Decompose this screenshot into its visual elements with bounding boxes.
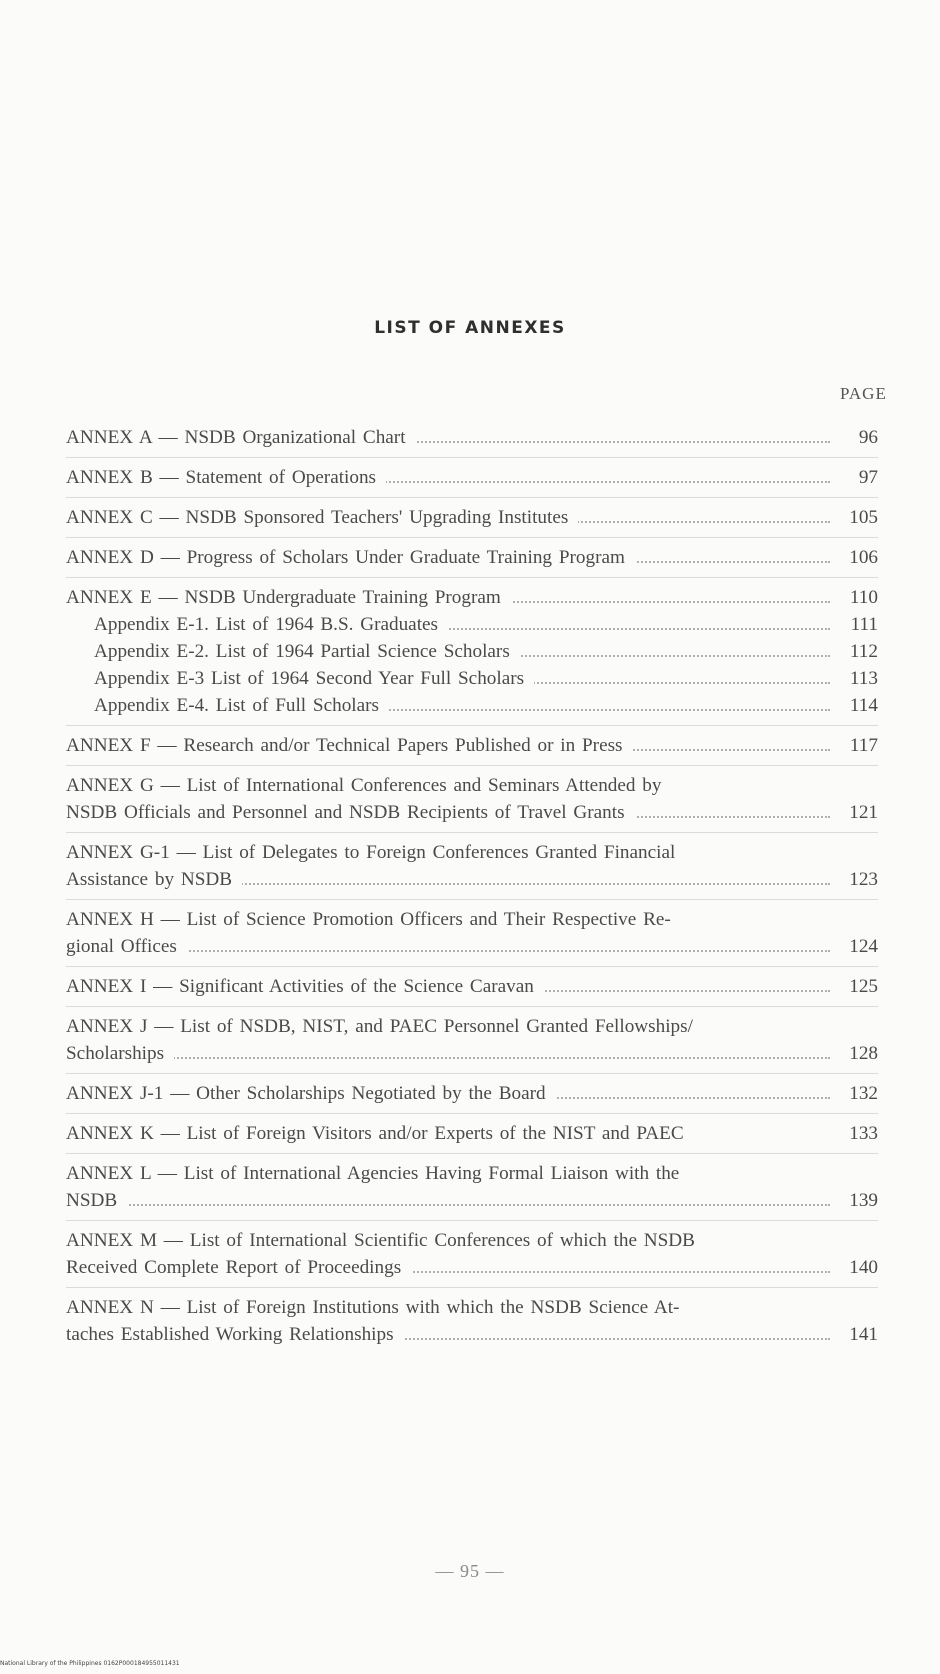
annex-page-number: 125 [849, 976, 878, 997]
appendix-page-number: 113 [849, 668, 878, 689]
annex-page-number: 133 [849, 1123, 878, 1144]
annex-page-number: 139 [849, 1190, 878, 1211]
appendix-title-text: Appendix E-4. List of Full Scholars [94, 695, 389, 716]
annex-page-number: 123 [849, 869, 878, 890]
annex-entry-line [66, 1040, 878, 1067]
annex-entry-line [66, 1120, 878, 1147]
appendix-page-number: 112 [849, 641, 878, 662]
appendix-line [66, 638, 878, 665]
annex-entry-line [66, 866, 878, 893]
appendix-page-number: 111 [850, 614, 878, 635]
page-title: LIST OF ANNEXES [374, 318, 566, 338]
annex-title-text: ANNEX D — Progress of Scholars Under Graduate Training Program [66, 547, 635, 568]
annex-entry [66, 833, 878, 900]
page-column-header: PAGE [840, 384, 887, 403]
annex-title-text: NSDB Officials and Personnel and NSDB Recipients of Travel Grants [66, 802, 635, 823]
annex-entry-line [66, 1013, 830, 1040]
annex-entry-line [66, 504, 878, 531]
annex-page-number: 97 [858, 467, 878, 488]
annex-page-number: 132 [849, 1083, 878, 1104]
annex-entry [66, 498, 878, 538]
annex-entry-line [66, 464, 878, 491]
annex-entry [66, 1154, 878, 1221]
annex-entry-line [66, 1160, 830, 1187]
annex-title-text: Scholarships [66, 1043, 174, 1064]
annex-entry [66, 900, 878, 967]
annex-title-text: ANNEX J-1 — Other Scholarships Negotiated by the Board [66, 1083, 556, 1104]
annex-title-text: ANNEX F — Research and/or Technical Papers Published or in Press [66, 735, 633, 756]
annex-entry [66, 1221, 878, 1288]
annex-entry-line [66, 906, 830, 933]
annex-entry [66, 726, 878, 766]
annex-entry [66, 967, 878, 1007]
annex-page-number: 141 [849, 1324, 878, 1345]
annex-entry-line [66, 1187, 878, 1214]
annex-entry-line [66, 799, 878, 826]
annex-title-text: ANNEX A — NSDB Organizational Chart [66, 427, 416, 448]
annex-entry-line [66, 1254, 878, 1281]
annex-entry-line [66, 584, 878, 611]
annex-title-text: ANNEX G — List of International Conferences and Seminars Attended by [66, 775, 671, 796]
appendix-line [66, 665, 878, 692]
annex-title-text: ANNEX J — List of NSDB, NIST, and PAEC Personnel Granted Fellowships/ [66, 1016, 703, 1037]
annex-entry [66, 1114, 878, 1154]
annex-title-text: ANNEX M — List of International Scientific Conferences of which the NSDB [66, 1230, 705, 1251]
annex-page-number: 106 [849, 547, 878, 568]
annex-entry [66, 458, 878, 498]
annex-entry-line [66, 424, 878, 451]
appendix-line [66, 692, 878, 719]
annex-page-number: 110 [849, 587, 878, 608]
annex-page-number: 96 [858, 427, 878, 448]
annex-entry-line [66, 1321, 878, 1348]
annex-title-text: Received Complete Report of Proceedings [66, 1257, 411, 1278]
annex-title-text: ANNEX N — List of Foreign Institutions with which the NSDB Science At- [66, 1297, 689, 1318]
annex-entry-line [66, 544, 878, 571]
annex-entry [66, 766, 878, 833]
appendix-page-number: 114 [849, 695, 878, 716]
annex-entry [66, 418, 878, 458]
annex-title-text: ANNEX G-1 — List of Delegates to Foreign Conferences Granted Financial [66, 842, 685, 863]
page-number: — 95 — [435, 1561, 505, 1581]
annex-page-number: 124 [849, 936, 878, 957]
annex-list [66, 418, 878, 1354]
annex-page-number: 105 [849, 507, 878, 528]
annex-title-text: ANNEX I — Significant Activities of the Science Caravan [66, 976, 544, 997]
annex-entry [66, 1074, 878, 1114]
annex-title-text: gional Offices [66, 936, 187, 957]
annex-entry-line [66, 839, 830, 866]
annex-page-number: 128 [849, 1043, 878, 1064]
annex-title-text: Assistance by NSDB [66, 869, 242, 890]
annex-entry [66, 538, 878, 578]
annex-entry-line [66, 933, 878, 960]
annex-title-text: ANNEX E — NSDB Undergraduate Training Program [66, 587, 511, 608]
annex-title-text: ANNEX B — Statement of Operations [66, 467, 386, 488]
dot-leader [66, 1057, 830, 1059]
annex-entry-line [66, 1080, 878, 1107]
annex-title-text: NSDB [66, 1190, 127, 1211]
annex-page-number: 140 [849, 1257, 878, 1278]
annex-entry-line [66, 772, 830, 799]
annex-page-number: 121 [849, 802, 878, 823]
annex-page-number: 117 [849, 735, 878, 756]
annex-entry-line [66, 1294, 830, 1321]
dot-leader [66, 1204, 830, 1206]
appendix-title-text: Appendix E-3 List of 1964 Second Year Full Scholars [94, 668, 534, 689]
annex-title-text: taches Established Working Relationships [66, 1324, 404, 1345]
appendix-title-text: Appendix E-1. List of 1964 B.S. Graduates [94, 614, 448, 635]
annex-title-text: ANNEX C — NSDB Sponsored Teachers' Upgrading Institutes [66, 507, 578, 528]
appendix-title-text: Appendix E-2. List of 1964 Partial Science Scholars [94, 641, 520, 662]
annex-title-text: ANNEX K — List of Foreign Visitors and/or Experts of the NIST and PAEC [66, 1123, 694, 1144]
annex-entry [66, 1007, 878, 1074]
annex-title-text: ANNEX H — List of Science Promotion Officers and Their Respective Re- [66, 909, 681, 930]
annex-entry-line [66, 1227, 830, 1254]
annex-entry [66, 578, 878, 726]
annex-entry-line [66, 973, 878, 1000]
scan-credit: National Library of the Philippines 0162P000184955011431 [0, 1660, 180, 1667]
annex-title-text: ANNEX L — List of International Agencies Having Formal Liaison with the [66, 1163, 689, 1184]
annex-entry-line [66, 732, 878, 759]
appendix-line [66, 611, 878, 638]
annex-entry [66, 1288, 878, 1354]
